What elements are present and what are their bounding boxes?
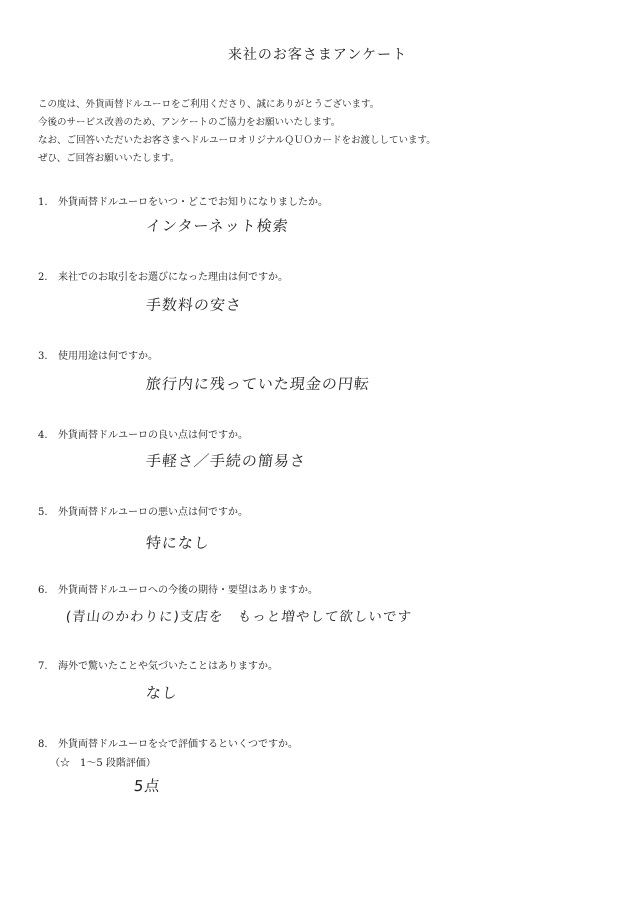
intro-line: ぜひ、ご回答お願いいたします。 [38, 153, 180, 164]
question-number: 2. [38, 272, 48, 283]
question-7 [38, 657, 278, 672]
answer-1: インターネット検索 [145, 217, 290, 235]
answer-3: 旅行内に残っていた現金の円転 [145, 375, 371, 393]
answer-2: 手数料の安さ [145, 296, 243, 314]
question-1 [38, 193, 328, 208]
question-3 [38, 347, 158, 362]
answer-5: 特になし [145, 534, 211, 552]
question-text: 海外で驚いたことや気づいたことはありますか。 [58, 661, 278, 672]
question-number: 1. [38, 197, 48, 208]
question-8 [38, 735, 298, 750]
answer-4: 手軽さ／手続の簡易さ [145, 452, 307, 470]
answer-8: 5点 [133, 777, 162, 795]
question-text: 外貨両替ドルユーロの悪い点は何ですか。 [58, 507, 248, 518]
question-text: 外貨両替ドルユーロをいつ・どこでお知りになりましたか。 [58, 197, 328, 208]
question-number: 3. [38, 351, 48, 362]
question-number: 5. [38, 507, 48, 518]
intro-line: 今後のサービス改善のため、アンケートのご協力をお願いいたします。 [38, 117, 341, 128]
question-text: 外貨両替ドルユーロを☆で評価するといくつですか。 [58, 739, 298, 750]
question-text: 外貨両替ドルユーロへの今後の期待・要望はありますか。 [58, 585, 318, 596]
question-number: 7. [38, 661, 48, 672]
rating-note: （☆ 1〜5 段階評価） [50, 758, 156, 769]
page-title: 来社のお客さまアンケート [227, 47, 408, 63]
question-text: 使用用途は何ですか。 [58, 351, 158, 362]
answer-6: (青山のかわりに)支店を もっと増やして欲しいです [64, 609, 413, 625]
question-5 [38, 503, 248, 518]
intro-text [38, 96, 618, 168]
question-number: 6. [38, 585, 48, 596]
question-4 [38, 426, 248, 441]
question-text: 外貨両替ドルユーロの良い点は何ですか。 [58, 430, 248, 441]
intro-line: なお、ご回答いただいたお客さまへドルユーロオリジナルＱＵＯカードをお渡ししています。 [38, 135, 436, 146]
question-number: 8. [38, 739, 48, 750]
question-text: 来社でのお取引をお選びになった理由は何ですか。 [58, 272, 288, 283]
intro-line: この度は、外貨両替ドルユーロをご利用くださり、誠にありがとうございます。 [38, 99, 380, 110]
question-2 [38, 268, 288, 283]
question-number: 4. [38, 430, 48, 441]
question-6 [38, 581, 318, 596]
answer-7: なし [145, 684, 179, 702]
